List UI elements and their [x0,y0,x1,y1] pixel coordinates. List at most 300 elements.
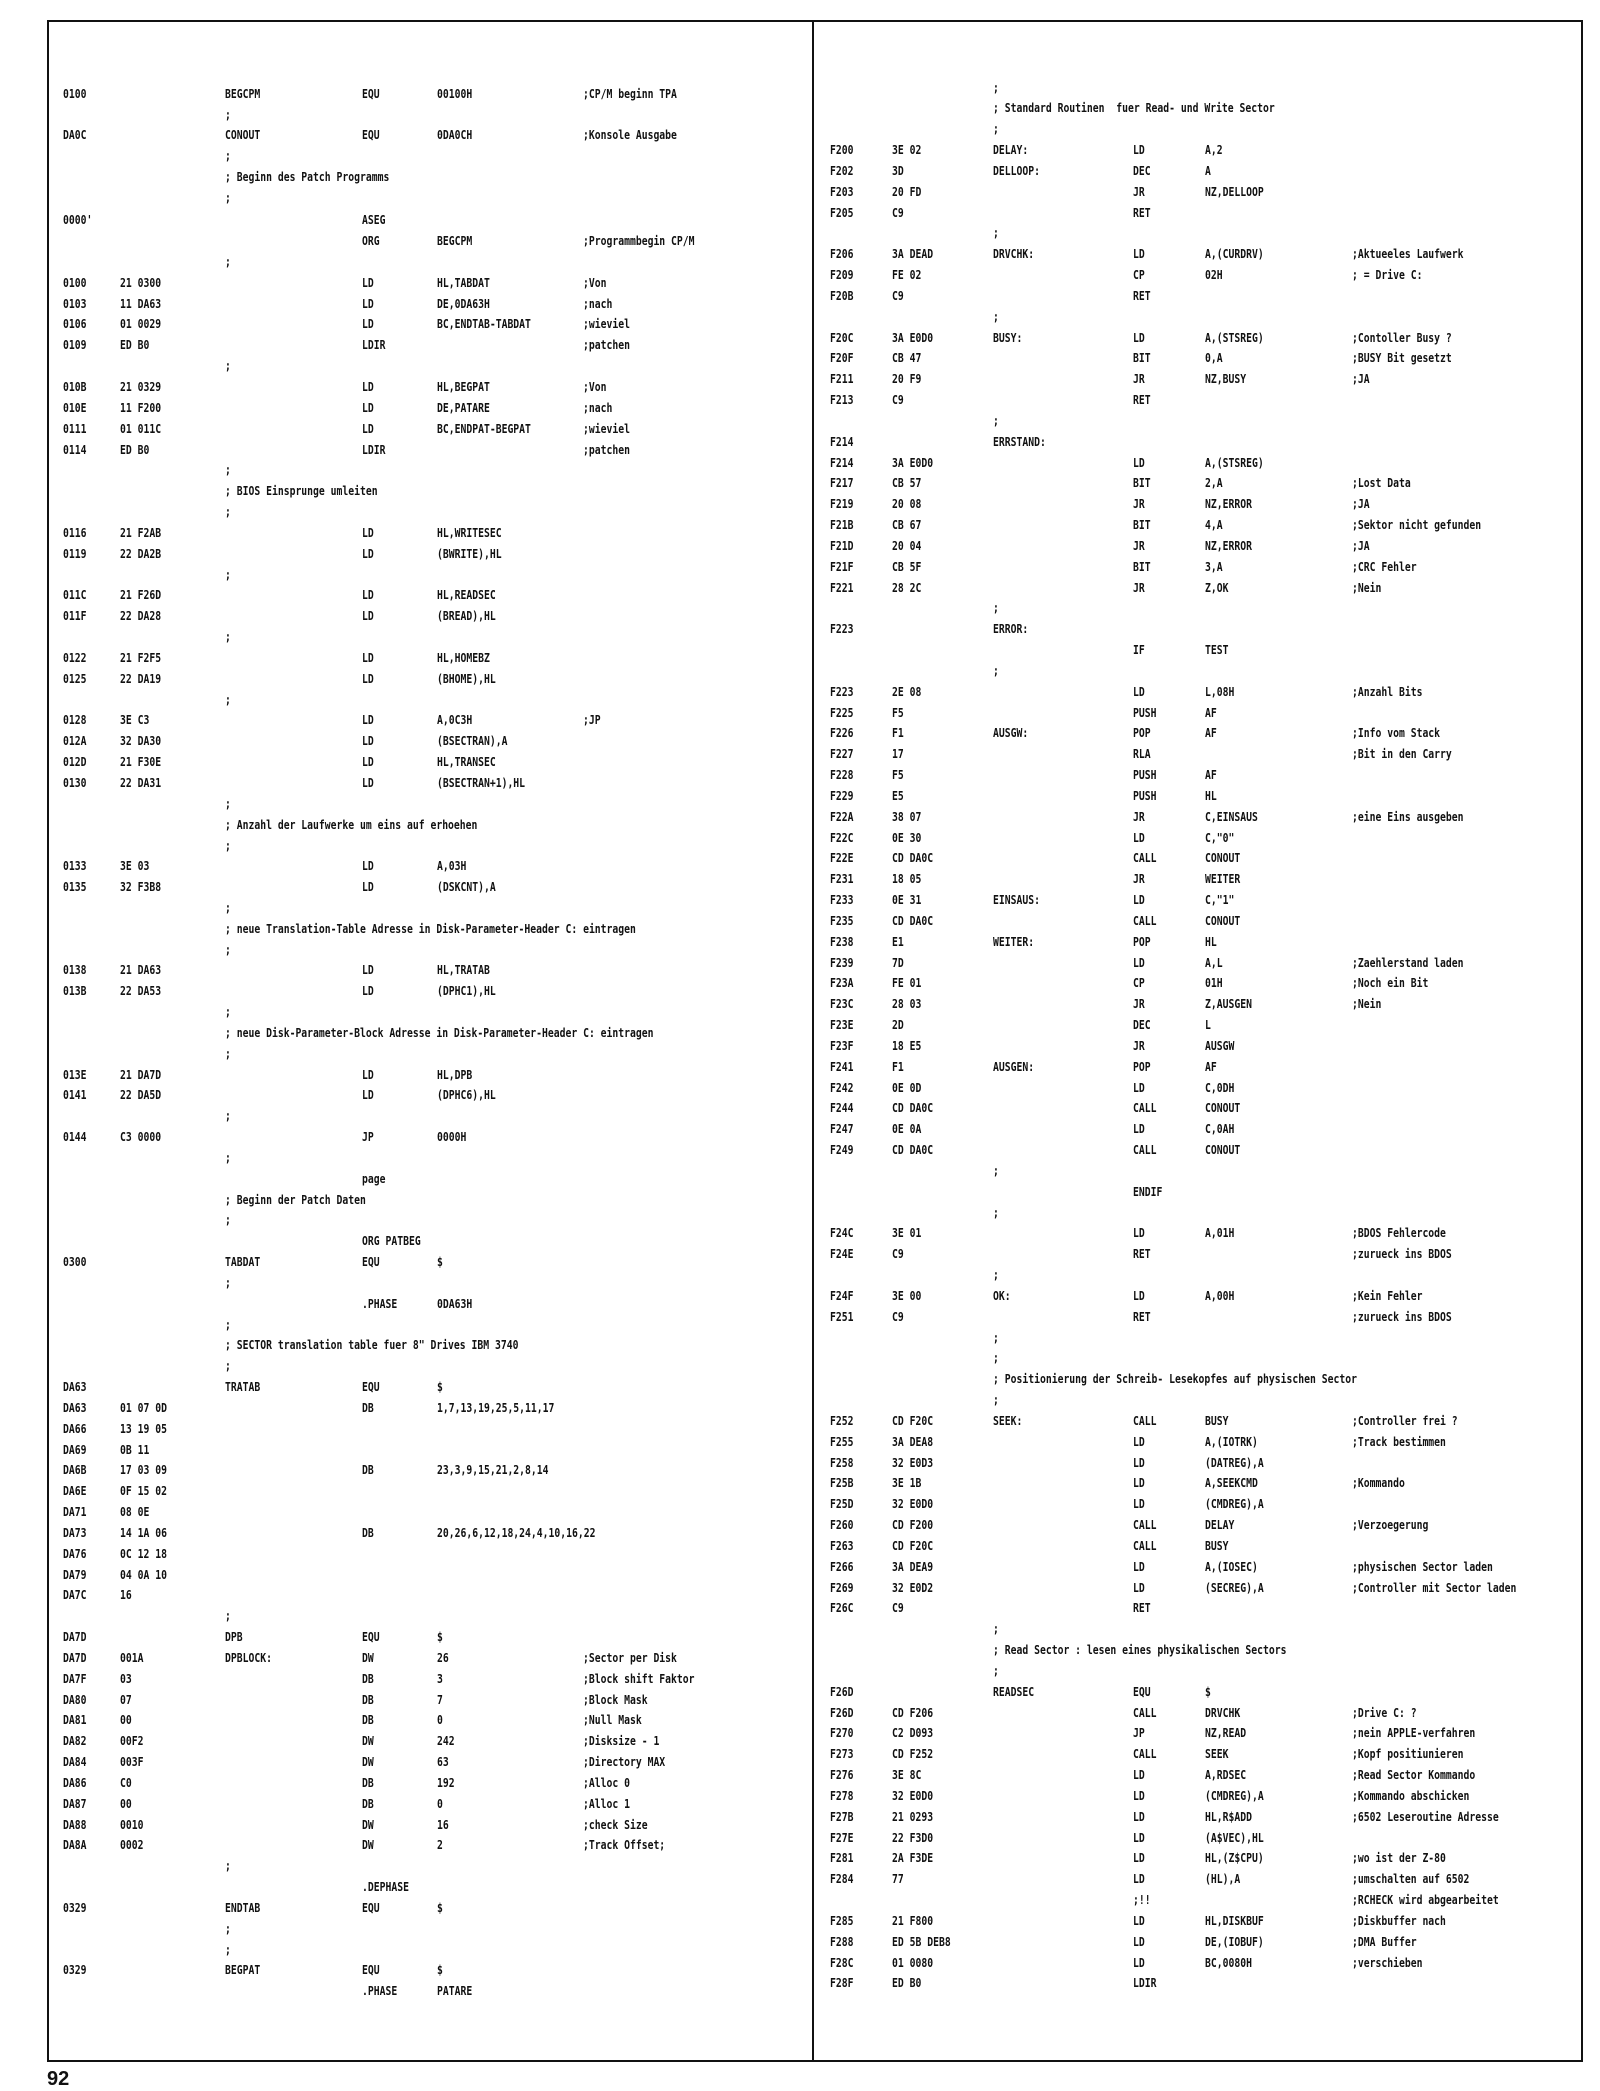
left-listing-args: A,03H [437,858,467,873]
right-listing-op: LD [1133,1830,1145,1845]
left-listing-label: TRATAB [225,1379,261,1394]
right-listing-code: F1 [892,725,904,740]
left-listing-addr: 0100 [63,86,87,101]
left-listing-label: CONOUT [225,127,261,142]
right-listing-op: ;!! [1133,1892,1151,1907]
right-listing-op: JR [1133,871,1145,886]
left-listing-code: 07 [120,1692,132,1707]
left-listing-comment-line: ; BIOS Einsprunge umleiten [225,483,378,498]
left-listing-op: EQU [362,1254,380,1269]
right-listing-comment: ;Read Sector Kommando [1352,1767,1476,1782]
left-listing-code: 00F2 [120,1733,144,1748]
right-listing-code: CB 57 [892,475,922,490]
right-listing-op: POP [1133,725,1151,740]
right-listing-args: 2,A [1205,475,1223,490]
left-listing-comment: ;Alloc 1 [583,1796,630,1811]
right-listing-op: LD [1133,892,1145,907]
right-listing-addr: F23E [830,1017,854,1032]
right-listing-addr: F227 [830,746,854,761]
right-listing-args: 4,A [1205,517,1223,532]
left-listing-code: 22 DA5D [120,1087,162,1102]
left-listing-comment-line: ; [225,567,231,582]
left-listing-op: .DEPHASE [362,1879,409,1894]
left-listing-addr: 0103 [63,296,87,311]
left-listing-code: 21 F2F5 [120,650,162,665]
right-listing-comment: ;zurueck ins BDOS [1352,1246,1452,1261]
left-listing-label: DPBLOCK: [225,1650,272,1665]
right-listing-op: CALL [1133,1705,1157,1720]
right-listing-addr: F27B [830,1809,854,1824]
right-listing-code: 32 E0D0 [892,1788,934,1803]
left-listing-comment: ;wieviel [583,421,630,436]
right-listing-comment: ; = Drive C: [1352,267,1423,282]
left-listing-comment-line: ; [225,107,231,122]
right-listing-code: 32 E0D0 [892,1496,934,1511]
left-listing-comment-line: ; Anzahl der Laufwerke um eins auf erhoehen [225,817,478,832]
right-listing-args: CONOUT [1205,850,1241,865]
left-listing-comment-line: ; [225,629,231,644]
right-listing-op: JP [1133,1725,1145,1740]
right-listing-args: (CMDREG),A [1205,1788,1264,1803]
right-listing-args: 3,A [1205,559,1223,574]
right-listing-op: JR [1133,580,1145,595]
left-listing-op: DB [362,1775,374,1790]
left-listing-op: LD [362,650,374,665]
left-listing-code: 0002 [120,1837,144,1852]
left-listing-args: $ [437,1962,443,1977]
left-listing-op: LDIR [362,442,386,457]
right-listing-args: A,(CURDRV) [1205,246,1264,261]
right-listing-args: C,0AH [1205,1121,1235,1136]
left-listing-code: 22 DA28 [120,608,162,623]
right-listing-comment: ;Zaehlerstand laden [1352,955,1464,970]
left-listing-args: $ [437,1379,443,1394]
right-listing-args: BUSY [1205,1538,1229,1553]
left-listing-comment-line: ; [225,358,231,373]
left-listing-args: (BHOME),HL [437,671,496,686]
left-listing-op: LD [362,316,374,331]
left-listing-comment-line: ; [225,796,231,811]
right-listing-label: DELLOOP: [993,163,1040,178]
left-listing-args: 00100H [437,86,473,101]
left-listing-args: HL,WRITESEC [437,525,502,540]
right-listing-args: DRVCHK [1205,1705,1241,1720]
right-listing-op: PUSH [1133,705,1157,720]
right-listing-comment: ;zurueck ins BDOS [1352,1309,1452,1324]
left-listing-addr: 0130 [63,775,87,790]
left-listing-addr: 0119 [63,546,87,561]
left-listing-addr: DA76 [63,1546,87,1561]
left-listing-addr: DA6B [63,1462,87,1477]
right-listing-code: 77 [892,1871,904,1886]
right-listing-args: CONOUT [1205,1142,1241,1157]
left-listing-code: 0010 [120,1817,144,1832]
right-listing-comment: ;Kein Fehler [1352,1288,1423,1303]
right-listing-op: CALL [1133,913,1157,928]
right-listing-op: CALL [1133,1100,1157,1115]
left-listing-args: HL,TRATAB [437,962,490,977]
left-listing-args: 192 [437,1775,455,1790]
left-listing-code: 0C 12 18 [120,1546,167,1561]
left-listing-addr: DA63 [63,1400,87,1415]
left-listing-args: (BSECTRAN),A [437,733,508,748]
right-listing-args: HL [1205,934,1217,949]
left-listing-comment-line: ; [225,462,231,477]
right-listing-comment: ;Verzoegerung [1352,1517,1429,1532]
right-listing-args: 0,A [1205,350,1223,365]
left-listing-code: 04 0A 10 [120,1567,167,1582]
left-listing-label: TABDAT [225,1254,261,1269]
left-listing-comment: ;Von [583,379,607,394]
right-listing-args: (A$VEC),HL [1205,1830,1264,1845]
left-listing-op: ORG PATBEG [362,1233,421,1248]
left-listing-op: page [362,1171,386,1186]
right-listing-op: LD [1133,1225,1145,1240]
right-listing-args: HL,DISKBUF [1205,1913,1264,1928]
right-listing-code: C9 [892,1246,904,1261]
right-listing-addr: F249 [830,1142,854,1157]
right-listing-op: BIT [1133,350,1151,365]
right-listing-comment-line: ; [993,121,999,136]
right-listing-code: ED B0 [892,1975,922,1990]
right-listing-addr: F270 [830,1725,854,1740]
right-listing-code: 32 E0D2 [892,1580,934,1595]
left-listing-code: 0F 15 02 [120,1483,167,1498]
left-listing-addr: DA66 [63,1421,87,1436]
right-listing-addr: F22E [830,850,854,865]
left-listing-args: 1,7,13,19,25,5,11,17 [437,1400,555,1415]
left-listing-label: BEGPAT [225,1962,261,1977]
left-listing-args: $ [437,1254,443,1269]
left-listing-code: 21 F30E [120,754,162,769]
left-listing-code: 01 0029 [120,316,162,331]
right-listing-addr: F242 [830,1080,854,1095]
right-listing-op: PUSH [1133,788,1157,803]
left-listing-args: DE,0DA63H [437,296,490,311]
left-listing-addr: DA63 [63,1379,87,1394]
left-listing-comment-line: ; [225,1921,231,1936]
right-listing-addr: F221 [830,580,854,595]
right-listing-comment: ;JA [1352,371,1370,386]
left-listing-comment: ;Track Offset; [583,1837,666,1852]
right-listing-code: E5 [892,788,904,803]
right-listing-args: BUSY [1205,1413,1229,1428]
right-listing-op: RET [1133,392,1151,407]
right-listing-op: ENDIF [1133,1184,1163,1199]
right-listing-code: F1 [892,1059,904,1074]
left-listing-comment-line: ; [225,148,231,163]
right-listing-code: C2 D093 [892,1725,934,1740]
left-listing-code: 17 03 09 [120,1462,167,1477]
right-listing-comment-line: ; [993,1392,999,1407]
left-listing-args: 242 [437,1733,455,1748]
right-listing-code: 01 0080 [892,1955,934,1970]
right-listing-code: C9 [892,288,904,303]
left-listing-code: 16 [120,1587,132,1602]
right-listing-comment: ;Drive C: ? [1352,1705,1417,1720]
left-listing-op: DW [362,1754,374,1769]
left-listing-addr: DA87 [63,1796,87,1811]
left-listing-comment: ;JP [583,712,601,727]
right-listing-op: LD [1133,455,1145,470]
right-listing-code: 3A E0D0 [892,330,934,345]
left-listing-comment: ;Disksize - 1 [583,1733,660,1748]
left-listing-op: LD [362,379,374,394]
right-listing-op: LD [1133,1913,1145,1928]
right-listing-label: AUSGEN: [993,1059,1035,1074]
right-listing-args: Z,OK [1205,580,1229,595]
right-listing-addr: F231 [830,871,854,886]
right-listing-addr: F225 [830,705,854,720]
right-listing-addr: F233 [830,892,854,907]
left-listing-code: 21 0300 [120,275,162,290]
right-listing-comment: ;Kommando [1352,1475,1405,1490]
right-listing-code: 0E 0D [892,1080,922,1095]
right-listing-op: RLA [1133,746,1151,761]
right-listing-addr: F251 [830,1309,854,1324]
left-listing-op: .PHASE [362,1983,398,1998]
right-listing-addr: F260 [830,1517,854,1532]
right-listing-args: A,(IOSEC) [1205,1559,1258,1574]
right-listing-addr: F281 [830,1850,854,1865]
right-listing-addr: F209 [830,267,854,282]
right-listing-code: 2A F3DE [892,1850,934,1865]
right-listing-args: C,"0" [1205,830,1235,845]
right-listing-label: ERROR: [993,621,1029,636]
left-listing-comment: ;CP/M beginn TPA [583,86,677,101]
left-listing-op: LD [362,608,374,623]
left-listing-op: LD [362,400,374,415]
right-listing-op: DEC [1133,163,1151,178]
right-listing-addr: F266 [830,1559,854,1574]
left-listing-op: LD [362,1087,374,1102]
left-listing-code: 01 011C [120,421,162,436]
right-listing-addr: F235 [830,913,854,928]
right-listing-comment: ;Aktueeles Laufwerk [1352,246,1464,261]
right-listing-label: WEITER: [993,934,1035,949]
left-listing-comment: ;Sector per Disk [583,1650,677,1665]
left-listing-op: LD [362,525,374,540]
left-listing-args: 26 [437,1650,449,1665]
right-listing-args: A,L [1205,955,1223,970]
left-listing-code: 21 F26D [120,587,162,602]
left-listing-code: 32 F3B8 [120,879,162,894]
right-listing-op: LD [1133,955,1145,970]
right-listing-comment-line: ; Positionierung der Schreib- Lesekopfes auf physischen Sector [993,1371,1357,1386]
right-listing-op: LD [1133,1788,1145,1803]
right-listing-code: 3A DEAD [892,246,934,261]
right-listing-comment: ;JA [1352,538,1370,553]
left-listing-op: DW [362,1650,374,1665]
right-listing-comment: ;eine Eins ausgeben [1352,809,1464,824]
right-listing-addr: F288 [830,1934,854,1949]
right-listing-args: Z,AUSGEN [1205,996,1252,1011]
left-listing-addr: DA82 [63,1733,87,1748]
right-listing-comment-line: ; Read Sector : lesen eines physikalischen Sectors [993,1642,1287,1657]
right-listing-comment: ;verschieben [1352,1955,1423,1970]
left-listing-comment-line: ; Beginn der Patch Daten [225,1192,366,1207]
right-listing-comment: ;CRC Fehler [1352,559,1417,574]
right-listing-code: CD F200 [892,1517,934,1532]
right-listing-addr: F203 [830,184,854,199]
left-listing-addr: 0100 [63,275,87,290]
right-listing-addr: F24E [830,1246,854,1261]
right-listing-code: 3D [892,163,904,178]
right-listing-label: EINSAUS: [993,892,1040,907]
right-listing-addr: F273 [830,1746,854,1761]
left-listing-addr: DA73 [63,1525,87,1540]
right-listing-args: AUSGW [1205,1038,1235,1053]
page-number: 92 [47,2068,70,2090]
left-listing-op: LD [362,858,374,873]
right-listing-code: 20 04 [892,538,922,553]
right-listing-addr: F25B [830,1475,854,1490]
left-listing-code: 21 DA63 [120,962,162,977]
left-listing-op: DW [362,1817,374,1832]
left-listing-args: HL,READSEC [437,587,496,602]
left-listing-args: (BREAD),HL [437,608,496,623]
left-listing-comment-line: ; [225,190,231,205]
right-listing-code: C9 [892,205,904,220]
left-listing-op: EQU [362,1962,380,1977]
left-listing-op: ORG [362,233,380,248]
left-listing-comment-line: ; [225,1942,231,1957]
right-listing-args: NZ,DELLOOP [1205,184,1264,199]
right-listing-op: RET [1133,1600,1151,1615]
left-listing-args: (DPHC1),HL [437,983,496,998]
right-listing-comment: ;6502 Leseroutine Adresse [1352,1809,1499,1824]
left-listing-label: BEGCPM [225,86,261,101]
left-listing-args: HL,TRANSEC [437,754,496,769]
right-listing-addr: F202 [830,163,854,178]
left-listing-comment: ;Block Mask [583,1692,648,1707]
left-listing-label: ENDTAB [225,1900,261,1915]
right-listing-label: READSEC [993,1684,1035,1699]
right-listing-comment-line: ; [993,1163,999,1178]
left-listing-op: EQU [362,86,380,101]
right-listing-op: POP [1133,934,1151,949]
left-listing-code: 11 DA63 [120,296,162,311]
right-listing-addr: F258 [830,1455,854,1470]
right-listing-code: 20 08 [892,496,922,511]
right-listing-args: DE,(IOBUF) [1205,1934,1264,1949]
left-listing-comment-line: ; [225,1858,231,1873]
right-listing-addr: F214 [830,455,854,470]
left-listing-args: 0DA0CH [437,127,473,142]
column-divider [812,20,814,2062]
left-listing-args: PATARE [437,1983,473,1998]
left-listing-addr: 0128 [63,712,87,727]
left-listing-comment: ;patchen [583,337,630,352]
left-listing-args: (BWRITE),HL [437,546,502,561]
left-listing-code: 14 1A 06 [120,1525,167,1540]
right-listing-op: BIT [1133,517,1151,532]
right-listing-op: CP [1133,975,1145,990]
left-listing-addr: 010B [63,379,87,394]
left-listing-op: DW [362,1837,374,1852]
left-listing-comment: ;nach [583,400,613,415]
left-listing-args: 0DA63H [437,1296,473,1311]
right-listing-args: AF [1205,725,1217,740]
left-listing-args: $ [437,1900,443,1915]
right-listing-args: (DATREG),A [1205,1455,1264,1470]
right-listing-code: CD F206 [892,1705,934,1720]
right-listing-args: HL,(Z$CPU) [1205,1850,1264,1865]
right-listing-code: CD F252 [892,1746,934,1761]
right-listing-comment-line: ; [993,600,999,615]
right-listing-op: LD [1133,1496,1145,1511]
right-listing-label: SEEK: [993,1413,1023,1428]
left-listing-op: DB [362,1692,374,1707]
right-listing-args: CONOUT [1205,1100,1241,1115]
left-listing-op: LD [362,587,374,602]
left-listing-args: 16 [437,1817,449,1832]
right-listing-args: A,01H [1205,1225,1235,1240]
right-listing-addr: F20B [830,288,854,303]
right-listing-comment: ;Noch ein Bit [1352,975,1429,990]
left-listing-code: 22 DA31 [120,775,162,790]
left-listing-comment-line: ; SECTOR translation table fuer 8" Drives IBM 3740 [225,1337,519,1352]
right-listing-op: JR [1133,809,1145,824]
right-listing-addr: F23A [830,975,854,990]
left-listing-addr: DA86 [63,1775,87,1790]
right-listing-addr: F269 [830,1580,854,1595]
right-listing-comment: ;Kopf positiunieren [1352,1746,1464,1761]
right-listing-op: JR [1133,496,1145,511]
right-listing-code: 2E 08 [892,684,922,699]
left-listing-comment-line: ; [225,838,231,853]
right-listing-op: LD [1133,1559,1145,1574]
left-listing-comment: ;Alloc 0 [583,1775,630,1790]
left-listing-code: 00 [120,1712,132,1727]
left-listing-args: 7 [437,1692,443,1707]
left-listing-args: BC,ENDPAT-BEGPAT [437,421,531,436]
right-listing-args: AF [1205,1059,1217,1074]
right-listing-addr: F213 [830,392,854,407]
right-listing-op: LD [1133,684,1145,699]
right-listing-comment: ;BDOS Fehlercode [1352,1225,1446,1240]
left-listing-code: 08 0E [120,1504,150,1519]
left-listing-addr: 0300 [63,1254,87,1269]
left-listing-op: LD [362,962,374,977]
right-listing-op: LD [1133,1080,1145,1095]
left-listing-addr: DA80 [63,1692,87,1707]
left-listing-op: DB [362,1796,374,1811]
left-listing-addr: DA7D [63,1650,87,1665]
right-listing-addr: F263 [830,1538,854,1553]
right-listing-code: 38 07 [892,809,922,824]
left-listing-comment-line: ; [225,1275,231,1290]
left-listing-addr: 012A [63,733,87,748]
right-listing-code: CD DA0C [892,913,934,928]
right-listing-comment-line: ; [993,80,999,95]
left-listing-comment-line: ; [225,1150,231,1165]
right-listing-op: RET [1133,1309,1151,1324]
right-listing-op: LD [1133,246,1145,261]
right-listing-op: CALL [1133,1413,1157,1428]
right-listing-args: AF [1205,767,1217,782]
right-listing-args: NZ,BUSY [1205,371,1247,386]
right-listing-op: LDIR [1133,1975,1157,1990]
right-listing-addr: F244 [830,1100,854,1115]
left-listing-code: C3 0000 [120,1129,162,1144]
right-listing-code: 22 F3D0 [892,1830,934,1845]
right-listing-comment: ;Diskbuffer nach [1352,1913,1446,1928]
left-listing-op: EQU [362,1900,380,1915]
left-listing-comment-line: ; [225,942,231,957]
left-listing-addr: DA7C [63,1587,87,1602]
right-listing-args: C,0DH [1205,1080,1235,1095]
